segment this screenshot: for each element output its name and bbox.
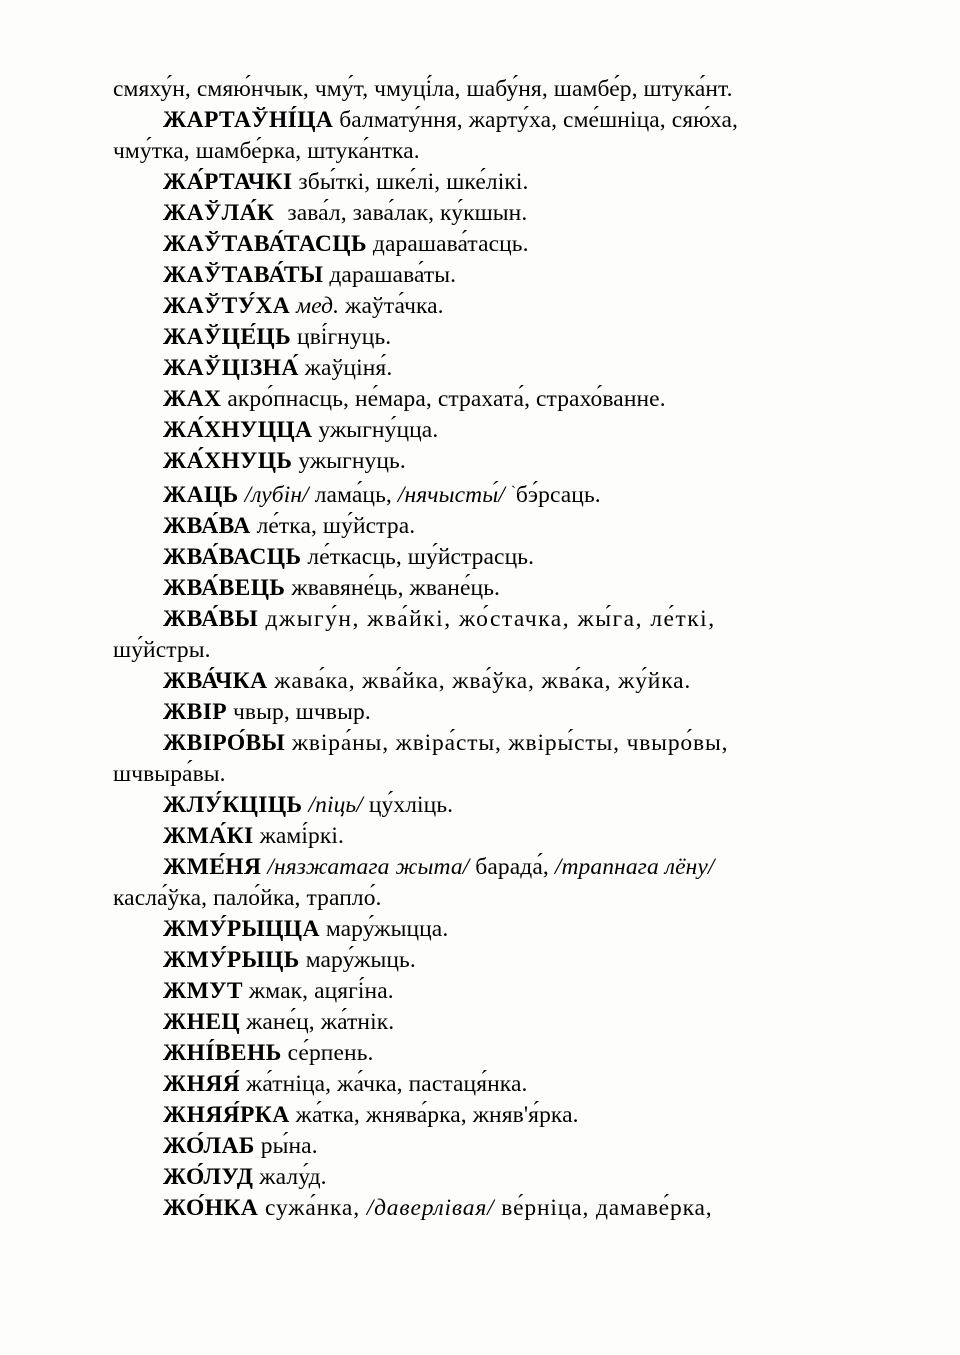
dictionary-entry (113, 790, 848, 821)
entry-definition-part: сужа́нка, (264, 1195, 360, 1221)
entry-definition: жава́ка, жва́йка, жва́ўка, жва́ка, жу́йка. (274, 668, 692, 694)
entry-headword: ЖАЎЛА́К (163, 200, 275, 226)
entry-definition: ужыгну́цца. (318, 417, 439, 443)
entry-headword: ЖАХ (163, 386, 222, 412)
entry-headword: ЖМУТ (163, 978, 243, 1004)
entry-definition: ры́на. (260, 1133, 318, 1159)
dictionary-entry (113, 1069, 848, 1100)
stray-mark: ` (510, 484, 516, 500)
dictionary-entry (113, 1131, 848, 1162)
entry-gloss-italic: /нязжатага жыта/ (267, 854, 470, 880)
entry-headword: ЖВА́ВЫ (163, 606, 259, 632)
entry-definition: се́рпень. (287, 1040, 374, 1066)
entry-definition: зава́л, зава́лак, ку́кшын. (287, 200, 528, 226)
entry-headword: ЖО́НКА (163, 1195, 259, 1221)
entry-definition-part: лама́ць, (314, 482, 392, 508)
dictionary-entry (113, 415, 848, 446)
dictionary-entry (113, 945, 848, 976)
entry-gloss-italic: /піць/ (308, 792, 363, 818)
line-text: касла́ўка, пало́йка, трапло́. (113, 885, 382, 911)
dictionary-entry (113, 542, 848, 573)
entry-headword: ЖАЎТАВА́ТАСЦЬ (163, 231, 367, 257)
entry-definition: дарашава́тасць. (372, 231, 529, 257)
entry-definition: ле́ткасць, шу́йстрасць. (307, 544, 535, 570)
entry-runover-line (113, 635, 848, 666)
dictionary-entry (113, 573, 848, 604)
entry-headword: ЖЛУ́КЦІЦЬ (163, 792, 303, 818)
dictionary-entry (113, 666, 848, 697)
entry-headword: ЖА́ХНУЦЦА (163, 417, 313, 443)
entry-headword: ЖАЦЬ (163, 482, 239, 508)
entry-runover-line (113, 136, 848, 167)
entry-headword: ЖНЯЯ́РКА (163, 1102, 290, 1128)
entry-runover-line (113, 883, 848, 914)
entry-headword: ЖО́ЛАБ (163, 1133, 255, 1159)
entry-headword: ЖА́ХНУЦЬ (163, 448, 293, 474)
dictionary-entry (113, 1038, 848, 1069)
entry-definition: дарашава́ты. (329, 262, 457, 288)
entry-definition: жа́тніца, жа́чка, пастаця́нка. (246, 1071, 528, 1097)
dictionary-entry (113, 821, 848, 852)
entry-definition: ужыгнуць. (298, 448, 406, 474)
dictionary-entry (113, 914, 848, 945)
entry-headword: ЖА́РТАЧКІ (163, 169, 293, 195)
line-text: шу́йстры. (113, 637, 211, 663)
entry-headword: ЖВІР (163, 699, 228, 725)
entry-runover-line (113, 759, 848, 790)
entry-definition-part: цу́хліць. (368, 792, 454, 818)
dictionary-entry (113, 1100, 848, 1131)
entry-headword: ЖО́ЛУД (163, 1164, 254, 1190)
dictionary-entry (113, 384, 848, 415)
entry-headword: ЖАЎЦІЗНА́ (163, 355, 299, 381)
entry-definition: жаўта́чка. (345, 293, 444, 319)
dictionary-entry (113, 1162, 848, 1193)
entry-usage-label: мед. (296, 293, 340, 319)
dictionary-entry (113, 105, 848, 136)
entry-definition-part: барада́, (475, 854, 549, 880)
entry-definition: мару́жыцца. (325, 916, 449, 942)
dictionary-entry (113, 353, 848, 384)
entry-definition: жвіра́ны, жвіра́сты, жвіры́сты, чвыро́вы, (291, 730, 729, 756)
entry-definition: жаўціня́. (304, 355, 393, 381)
continuation-line (113, 74, 848, 105)
dictionary-entry (113, 322, 848, 353)
line-text: чму́тка, шамбе́рка, штука́нтка. (113, 138, 420, 164)
entry-headword: ЖВА́ВА (163, 513, 251, 539)
dictionary-entry (113, 728, 848, 759)
entry-definition: жа́тка, жнява́рка, жняв'я́рка. (295, 1102, 579, 1128)
dictionary-entry (113, 446, 848, 477)
entry-headword: ЖМУ́РЫЦЦА (163, 916, 320, 942)
entry-headword: ЖВА́ВЕЦЬ (163, 575, 286, 601)
entry-headword: ЖВІРО́ВЫ (163, 730, 286, 756)
entry-gloss-italic: /нячысты́/ (397, 482, 505, 508)
entry-headword: ЖВА́ВАСЦЬ (163, 544, 302, 570)
dictionary-entry (113, 1193, 848, 1224)
dictionary-entry (113, 604, 848, 635)
entry-headword: ЖМЕ́НЯ (163, 854, 262, 880)
dictionary-entry (113, 852, 848, 883)
entry-headword: ЖНЕЦ (163, 1009, 241, 1035)
entry-definition: балмату́ння, жарту́ха, сме́шніца, сяю́ха, (339, 107, 738, 133)
text-column (113, 74, 848, 1224)
entry-definition: ле́тка, шу́йстра. (256, 513, 416, 539)
entry-headword: ЖАЎЦЕ́ЦЬ (163, 324, 292, 350)
entry-definition-part: ве́рніца, дамаве́рка, (501, 1195, 713, 1221)
dictionary-entry (113, 198, 848, 229)
dictionary-entry (113, 229, 848, 260)
entry-headword: ЖАЎТАВА́ТЫ (163, 262, 324, 288)
entry-definition: жане́ц, жа́тнік. (246, 1009, 395, 1035)
entry-headword: ЖМУ́РЫЦЬ (163, 947, 300, 973)
entry-definition: жвавяне́ць, жване́ць. (291, 575, 500, 601)
dictionary-entry (113, 291, 848, 322)
entry-gloss-italic: /даверлівая/ (366, 1195, 495, 1221)
entry-headword: ЖНЯЯ́ (163, 1071, 241, 1097)
entry-headword: ЖАЎТУ́ХА (163, 293, 291, 319)
entry-definition: джыгу́н, жва́йкі, жо́стачка, жы́га, ле́ткі, (265, 606, 716, 632)
entry-definition: жамі́ркі. (259, 823, 345, 849)
entry-gloss-italic: /трапнага лёну/ (554, 854, 715, 880)
entry-definition: чвыр, шчвыр. (233, 699, 371, 725)
line-text: смяху́н, смяю́нчык, чму́т, чмуці́ла, шабу́ня, шамбе́р, штука́нт. (113, 76, 733, 102)
entry-headword: ЖМА́КІ (163, 823, 254, 849)
entry-definition: акро́пнасць, не́мара, страхата́, страхо́ванне. (227, 386, 666, 412)
entry-definition-part: бэ́рсаць. (515, 482, 601, 508)
entry-gloss-italic: /лубін/ (244, 482, 309, 508)
dictionary-entry (113, 260, 848, 291)
dictionary-entry (113, 976, 848, 1007)
dictionary-entry (113, 477, 848, 511)
entry-definition: мару́жыць. (305, 947, 416, 973)
dictionary-entry (113, 167, 848, 198)
entry-definition: жалу́д. (259, 1164, 327, 1190)
line-text: шчвыра́вы. (113, 761, 226, 787)
dictionary-entry (113, 1007, 848, 1038)
entry-definition: цві́гнуць. (297, 324, 392, 350)
entry-headword: ЖАРТАЎНІ́ЦА (163, 107, 334, 133)
entry-definition: жмак, ацягі́на. (248, 978, 394, 1004)
dictionary-entry (113, 697, 848, 728)
entry-headword: ЖВА́ЧКА (163, 668, 268, 694)
entry-headword: ЖНІ́ВЕНЬ (163, 1040, 282, 1066)
dictionary-entry (113, 511, 848, 542)
entry-definition: збы́ткі, шке́лі, шке́лікі. (298, 169, 529, 195)
